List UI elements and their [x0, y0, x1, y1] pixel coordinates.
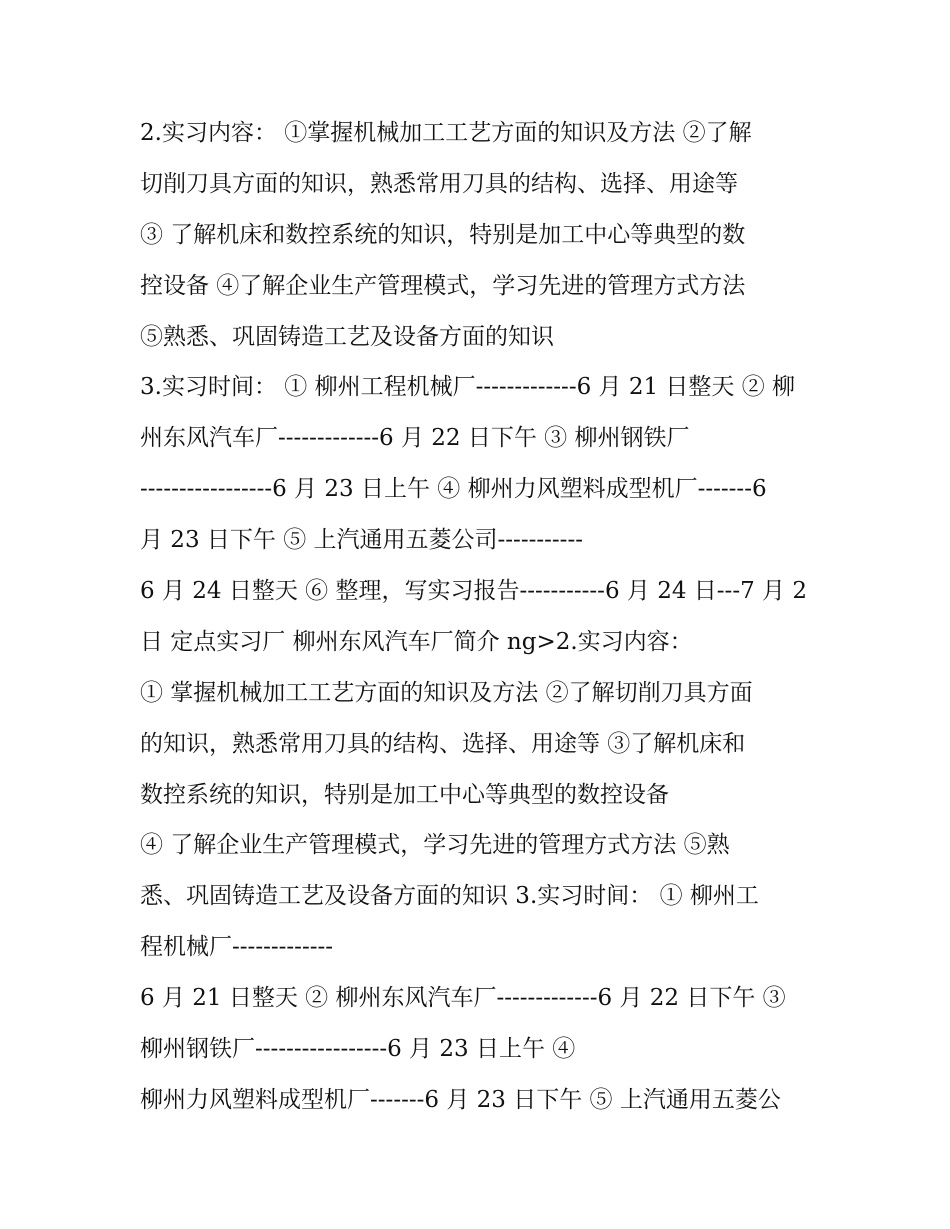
text-line: 柳州力风塑料成型机厂-------6 月 23 日下午 ⑤ 上汽通用五菱公 [140, 1086, 781, 1113]
text-line: 2.实习内容： ①掌握机械加工工艺方面的知识及方法 ②了解 [140, 120, 752, 146]
text-line: ① 掌握机械加工工艺方面的知识及方法 ②了解切削刀具方面 [140, 679, 753, 706]
text-line: 数控系统的知识，特别是加工中心等典型的数控设备 [140, 781, 669, 808]
text-line: ⑤熟悉、巩固铸造工艺及设备方面的知识 [140, 323, 554, 350]
text-line: 州东风汽车厂-------------6 月 22 日下午 ③ 柳州钢铁厂 [140, 425, 690, 452]
text-line: 悉、巩固铸造工艺及设备方面的知识 3.实习时间： ① 柳州工 [140, 883, 759, 910]
text-line: ③ 了解机床和数控系统的知识，特别是加工中心等典型的数 [140, 221, 746, 248]
text-line: -----------------6 月 23 日上午 ④ 柳州力风塑料成型机厂-------6 [140, 476, 767, 503]
text-line: 切削刀具方面的知识，熟悉常用刀具的结构、选择、用途等 [140, 170, 738, 197]
text-line: 程机械厂------------- [140, 934, 334, 961]
text-line: 3.实习时间： ① 柳州工程机械厂-------------6 月 21 日整天 ② 柳 [140, 374, 796, 401]
text-line: 柳州钢铁厂-----------------6 月 23 日上午 ④ [140, 1036, 576, 1063]
text-line: 控设备 ④了解企业生产管理模式，学习先进的管理方式方法 [140, 272, 746, 299]
text-line: 日 定点实习厂 柳州东风汽车厂简介 ng>2.实习内容： [140, 628, 693, 655]
text-line: 6 月 24 日整天 ⑥ 整理，写实习报告-----------6 月 24 日---7 月 2 [140, 578, 807, 605]
text-line: 的知识，熟悉常用刀具的结构、选择、用途等 ③了解机床和 [140, 730, 746, 757]
text-line: ④ 了解企业生产管理模式，学习先进的管理方式方法 ⑤熟 [140, 832, 730, 859]
body-text [140, 108, 820, 1126]
text-line: 月 23 日下午 ⑤ 上汽通用五菱公司----------- [140, 527, 583, 554]
text-line: 6 月 21 日整天 ② 柳州东风汽车厂-------------6 月 22 日下午 ③ [140, 985, 786, 1012]
